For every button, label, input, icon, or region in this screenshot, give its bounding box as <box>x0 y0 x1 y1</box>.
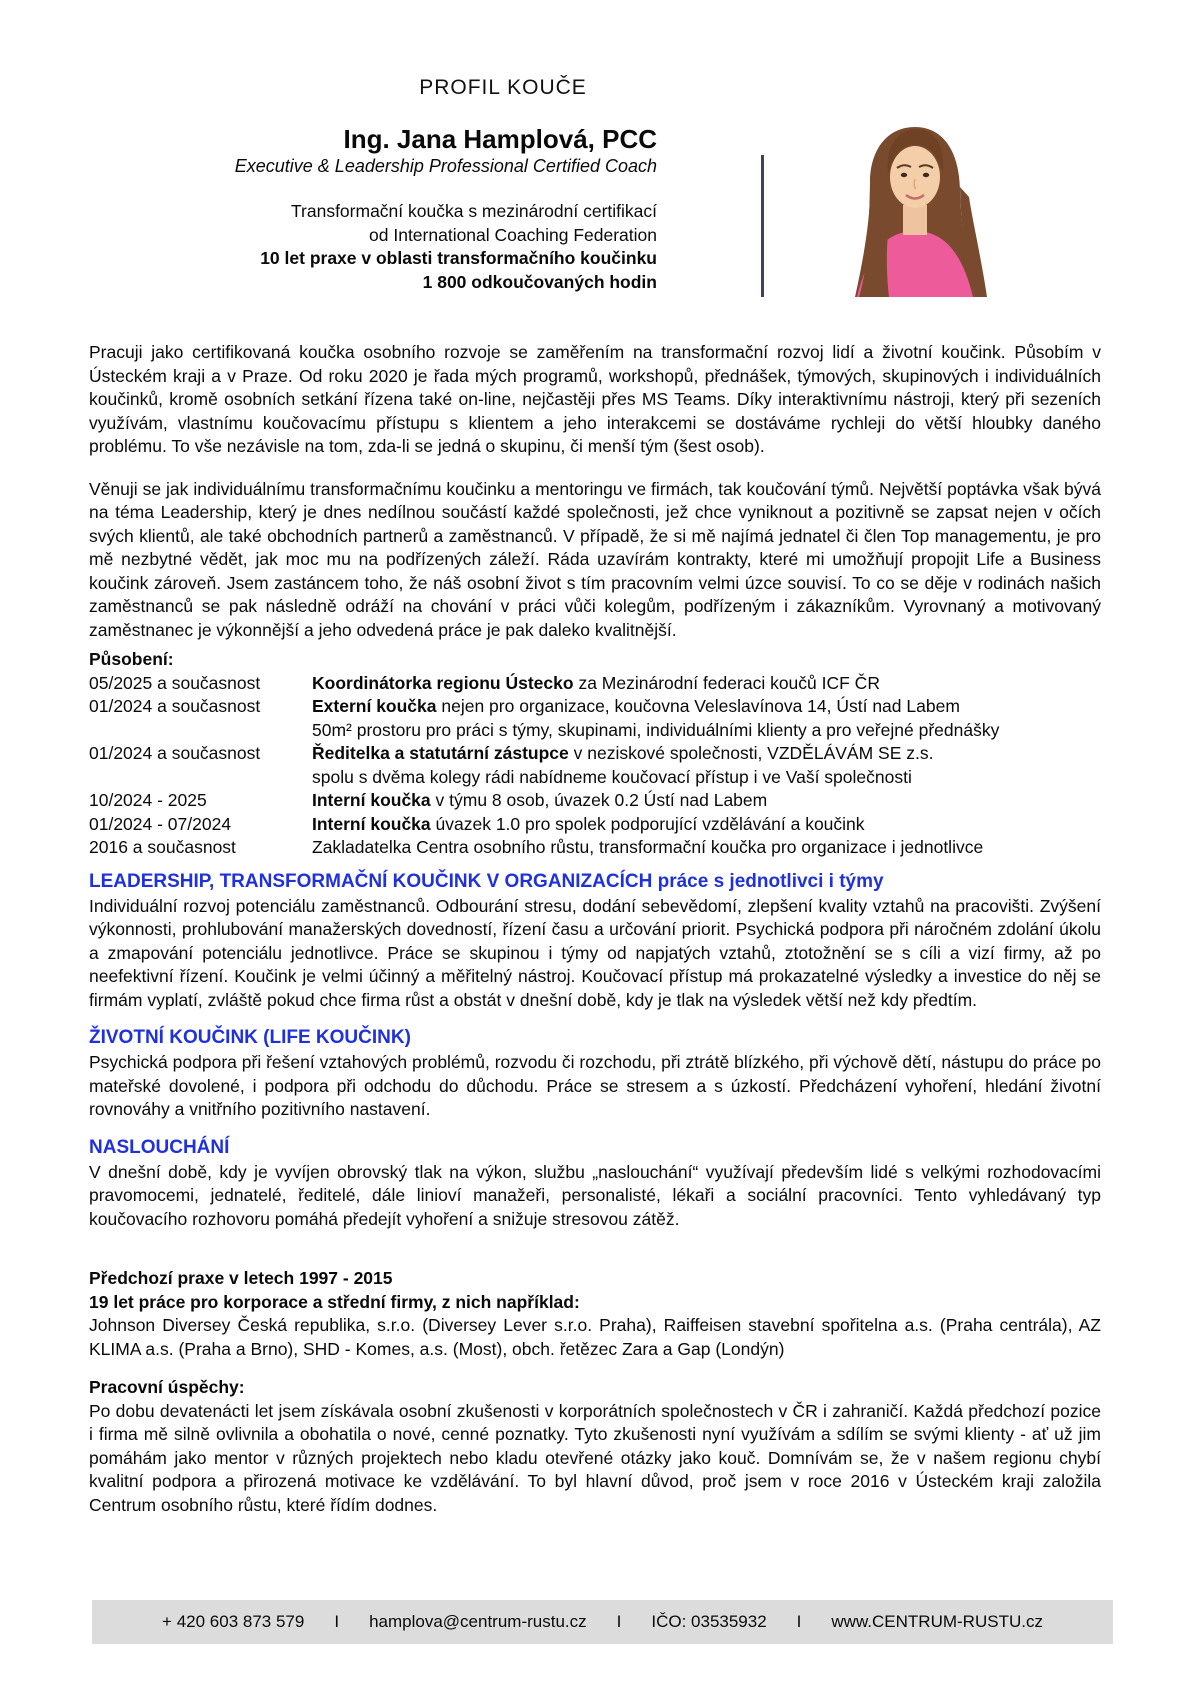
role-detail: spolu s dvěma kolegy rádi nabídneme koučovací přístup i ve Vaší společnosti <box>312 766 912 787</box>
role-description <box>312 813 1101 837</box>
role-detail: nejen pro organizace, koučovna Veleslavínova 14, Ústí nad Labem <box>436 696 960 716</box>
header-block <box>235 124 657 294</box>
role-title: Externí koučka <box>312 696 437 716</box>
role-title: Ředitelka a statutární zástupce <box>312 743 569 763</box>
role-title: Interní koučka <box>312 790 431 810</box>
content-column <box>89 341 1101 1517</box>
role-date: 01/2024 - 07/2024 <box>89 813 232 834</box>
role-detail: v týmu 8 osob, úvazek 0.2 Ústí nad Labem <box>430 790 768 810</box>
coach-name: Ing. Jana Hamplová, PCC <box>343 124 657 154</box>
role-detail: za Mezinárodní federaci koučů ICF ČR <box>573 672 880 693</box>
header-line-hours: 1 800 odkoučovaných hodin <box>422 271 657 292</box>
role-date: 05/2025 a současnost <box>89 672 261 693</box>
role-row <box>89 742 1101 766</box>
role-date: 2016 a současnost <box>89 837 236 857</box>
footer-separator: I <box>616 1612 622 1631</box>
role-row <box>89 836 1101 860</box>
role-row <box>89 813 1101 837</box>
role-description <box>312 719 1101 743</box>
role-date: 01/2024 a současnost <box>89 743 261 763</box>
footer-website: www.CENTRUM-RUSTU.cz <box>831 1612 1043 1631</box>
section-heading-leadership: LEADERSHIP, TRANSFORMAČNÍ KOUČINK V ORGANIZACÍCH práce s jednotlivci i týmy <box>89 870 884 892</box>
header-line-experience: 10 let praxe v oblasti transformačního koučinku <box>260 248 657 268</box>
intro-paragraph-1: Pracuji jako certifikovaná koučka osobního rozvoje se zaměřením na transformační rozvoj lidí a životní koučink. Působím v Ústeckém kraji a v Praze. Od roku 2020 je řada mých programů, workshopů, přednášek, týmových, skupinových i individuálních koučinků, kromě osobních setkání řízena také on-line, nejčastěji přes MS Teams. Díky interaktivnímu nástroji, který při sezeních využívám, vlastnímu koučovacímu přístupu s klientem a jeho interakcemi se dostáváme rychleji do větší hloubky daného problému. To vše nezávisle na tom, zda-li se jedná o skupinu, či menší tým (šest osob). <box>89 342 1101 456</box>
role-date: 10/2024 - 2025 <box>89 790 207 810</box>
page-title: PROFIL KOUČE <box>419 76 587 99</box>
footer-separator: I <box>334 1612 340 1631</box>
role-title: Koordinátorka regionu Ústecko <box>312 672 574 693</box>
header-divider <box>761 155 764 297</box>
role-detail: Zakladatelka Centra osobního růstu, transformační koučka pro organizace i jednotlivce <box>312 837 984 857</box>
achievements-body: Po dobu devatenácti let jsem získávala osobní zkušenosti v korporátních společnostech v ČR i zahraničí. Každá předchozí pozice i firma mě silně ovlivnila a obohatila o nové, cenné poznatky. Tyto zkušenosti nyní využívám a sdílím se svými klienty - ať už jim pomáhám jako mentor v různých projektech nebo kladu otevřené otázky jako kouč. Domnívám se, že v našem regionu chybí kvalitní podpora a přirozená motivace ke vzdělávání. To byl hlavní důvod, proč jsem v roce 2016 v Ústeckém kraji založila Centrum osobního růstu, které řídím dodnes. <box>89 1400 1101 1515</box>
header-line-federation: od International Coaching Federation <box>369 224 657 245</box>
role-description <box>312 766 1101 790</box>
role-date: 01/2024 a současnost <box>89 696 261 716</box>
header-spacer <box>235 178 657 200</box>
profile-photo <box>833 113 997 297</box>
role-description <box>312 695 1101 719</box>
role-description <box>312 742 1101 766</box>
section-body-leadership: Individuální rozvoj potenciálu zaměstnanců. Odbourání stresu, dodání sebevědomí, zlepšení kvality vztahů na pracovišti. Zvýšení výkonnosti, prohlubování manažerských dovedností, řízení času a určování priorit. Psychická podpora při náročném zdolání úkolu a zmapování potenciálu jednotlivce. Práce se skupinou i týmy od napjatých vztahů, ztotožnění se s cíli a vizí firmy, až po neefektivní řízení. Koučink je velmi účinný a měřitelný nástroj. Koučovací přístup má prokazatelné výsledky a investice do něj se firmám vyplatí, zvláště pokud chce firma růst a obstát v dnešní době, kdy je tlak na výsledek větší než kdy předtím. <box>89 895 1101 1010</box>
role-description <box>312 836 1101 860</box>
role-date <box>89 766 312 790</box>
intro-paragraph-2: Věnuji se jak individuálnímu transformačnímu koučinku a mentoringu ve firmách, tak koučování týmů. Největší poptávka však bývá na téma Leadership, který je dnes nedílnou součástí každé společnosti, jež chce vyniknout a pozitivně se zapsat nejen v očích svých klientů, ale také obchodních partnerů a zaměstnanců. V případě, že si mě najímá jednatel či člen Top managementu, je pro mě nezbytné vědět, jak moc mu na podřízených záleží. Ráda uzavírám kontrakty, které mi umožňují propojit Life a Business koučink zároveň. Jsem zastáncem toho, že náš osobní život s tím pracovním velmi úzce souvisí. To co se děje v rodinách našich zaměstnanců se pak následně odráží na chování v práci vůči kolegům, podřízeným i zákazníkům. Vyrovnaný a motivovaný zaměstnanec je výkonnější a jeho odvedená práce je pak daleko kvalitnější. <box>89 478 1101 640</box>
header-line-certification: Transformační koučka s mezinárodní certifikací <box>290 201 657 221</box>
footer-phone: + 420 603 873 579 <box>162 1612 305 1631</box>
role-detail: úvazek 1.0 pro spolek podporující vzdělávání a koučink <box>430 813 865 834</box>
section-heading-life-coaching: ŽIVOTNÍ KOUČINK (LIFE KOUČINK) <box>89 1027 411 1048</box>
coach-subtitle: Executive & Leadership Professional Certified Coach <box>234 156 657 176</box>
role-row <box>89 672 1101 696</box>
role-row <box>89 766 1101 790</box>
role-title: Interní koučka <box>312 813 431 834</box>
footer-ico: IČO: 03535932 <box>651 1612 767 1631</box>
section-body-life-coaching: Psychická podpora při řešení vztahových problémů, rozvodu či rozchodu, při ztrátě blízkého, při výchově dětí, nástupu do práce po mateřské dovolené, i podpora při odchodu do důchodu. Práce se stresem a s úzkostí. Předcházení vyhoření, hledání životní rovnováhy a vnitřního pozitivního nastavení. <box>89 1052 1101 1119</box>
role-row <box>89 789 1101 813</box>
footer-separator: I <box>796 1612 802 1631</box>
pusobeni-list <box>89 672 1101 860</box>
pusobeni-heading: Působení: <box>89 649 174 669</box>
role-detail: 50m² prostoru pro práci s týmy, skupinami, individuálními klienty a pro veřejné přednášky <box>312 719 1000 740</box>
portrait-illustration <box>833 113 997 297</box>
footer-bar <box>92 1600 1113 1644</box>
role-row <box>89 719 1101 743</box>
role-description <box>312 789 1101 813</box>
previous-practice-subheading: 19 let práce pro korporace a střední firmy, z nich například: <box>89 1291 580 1312</box>
previous-practice-body: Johnson Diversey Česká republika, s.r.o. (Diversey Lever s.r.o. Praha), Raiffeisen stavební spořitelna a.s. (Praha centrála), AZ KLIMA a.s. (Praha a Brno), SHD - Komes, a.s. (Most), obch. řetězec Zara a Gap (Londýn) <box>89 1315 1101 1359</box>
role-description <box>312 672 1101 696</box>
previous-practice-heading: Předchozí praxe v letech 1997 - 2015 <box>89 1268 393 1288</box>
section-body-listening: V dnešní době, kdy je vyvíjen obrovský tlak na výkon, službu „naslouchání“ využívají především lidé s velkými rozhodovacími pravomocemi, jednatelé, ředitelé, dále linioví manažeři, personalisté, lékaři a sociální pracovníci. Tento vyhledávaný typ koučovacího rozhovoru pomáhá předejít vyhoření a snižuje stresovou zátěž. <box>89 1161 1101 1229</box>
section-heading-listening: NASLOUCHÁNÍ <box>89 1136 230 1158</box>
role-date <box>89 719 312 743</box>
achievements-heading: Pracovní úspěchy: <box>89 1377 245 1397</box>
role-row <box>89 695 1101 719</box>
role-detail: v neziskové společnosti, VZDĚLÁVÁM SE z.s. <box>568 743 934 763</box>
footer-email: hamplova@centrum-rustu.cz <box>369 1612 587 1631</box>
